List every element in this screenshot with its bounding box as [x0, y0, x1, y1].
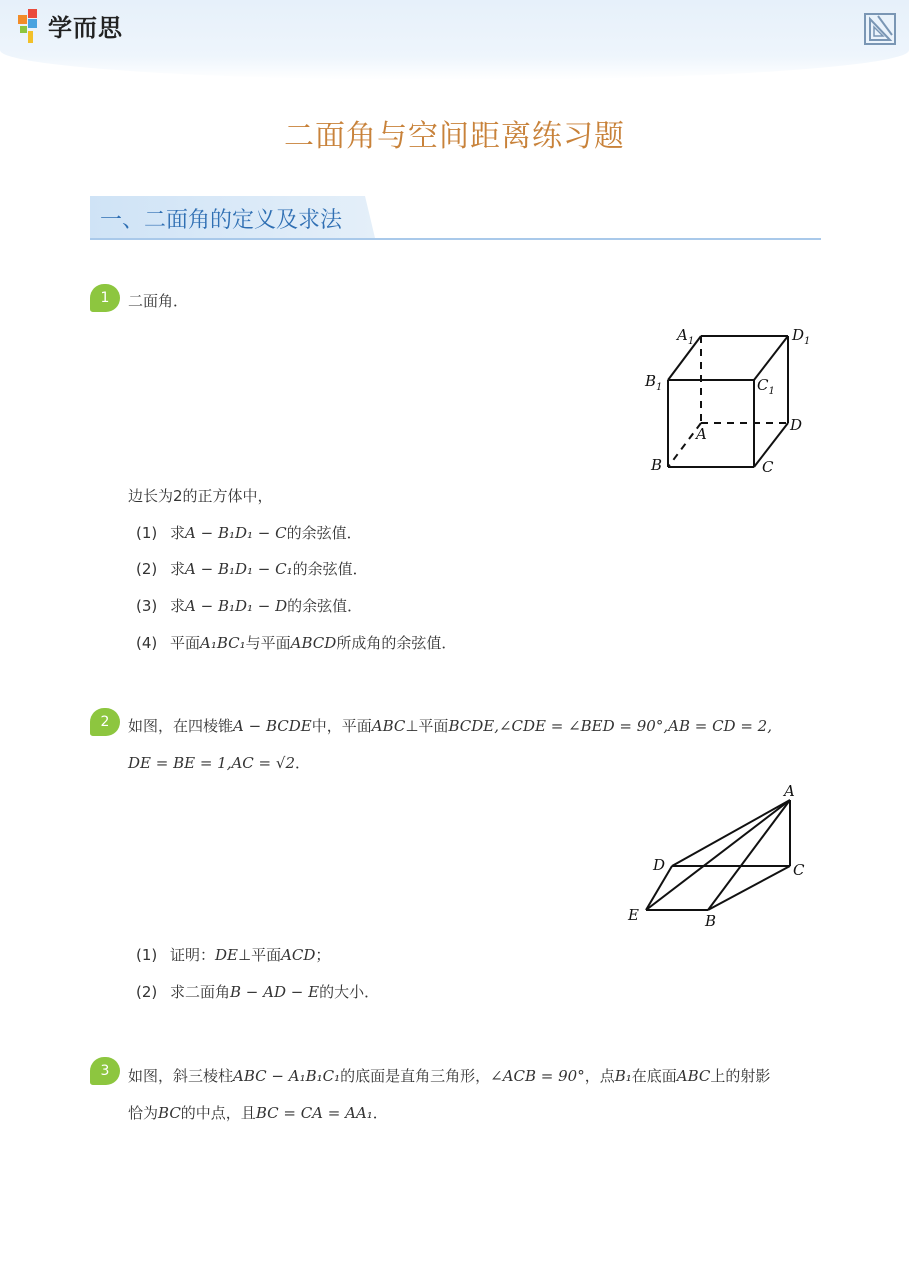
section-header: [90, 196, 821, 240]
label-b1: $B_1$: [645, 372, 663, 393]
question-1-part-3: (3) 求A − B₁D₁ − D的余弦值．: [136, 597, 363, 615]
question-3-line-1: 如图，斜三棱柱ABC − A₁B₁C₁的底面是直角三角形，∠ACB = 90°，点B₁在底面ABC上的射影: [128, 1067, 771, 1085]
logo-text: 学而思: [48, 14, 123, 42]
question-2-line-1: 如图，在四棱锥A − BCDE中，平面ABC⊥平面BCDE,∠CDE = ∠BED = 90°,AB = CD = 2,: [128, 717, 772, 735]
label-b: B: [651, 456, 663, 474]
question-1-intro: 边长为2的正方体中，: [128, 487, 273, 505]
question-number-badge: 1: [90, 284, 120, 312]
question-1-part-1: (1) 求A − B₁D₁ − C的余弦值．: [136, 524, 362, 542]
label-d1: $D_1$: [792, 326, 811, 347]
question-3-line-2: 恰为BC的中点，且BC = CA = AA₁．: [128, 1104, 388, 1122]
cube-figure: [640, 320, 820, 480]
pyramid-figure: [620, 780, 810, 932]
question-2-part-2: (2) 求二面角B − AD − E的大小．: [136, 983, 380, 1001]
section-title: 一、二面角的定义及求法: [100, 208, 343, 233]
question-number-badge: 2: [90, 708, 120, 736]
label-d: D: [653, 856, 666, 874]
question-2-line-2: DE = BE = 1,AC = √2．: [128, 754, 311, 772]
logo-mark-icon: [18, 9, 42, 43]
question-1-part-2: (2) 求A − B₁D₁ − C₁的余弦值．: [136, 560, 368, 578]
label-a: A: [784, 782, 795, 800]
question-2-part-1: (1) 证明：DE⊥平面ACD；: [136, 946, 331, 964]
document-title: 二面角与空间距离练习题: [284, 119, 625, 154]
label-b: B: [705, 912, 717, 930]
question-number-badge: 3: [90, 1057, 120, 1085]
label-c: C: [762, 458, 774, 476]
ruler-triangle-icon: [864, 13, 896, 45]
logo: [18, 8, 123, 43]
label-a1: $A_1$: [677, 326, 695, 347]
label-e: E: [628, 906, 639, 924]
header-band: [0, 0, 909, 80]
question-1-part-4: (4) 平面A₁BC₁与平面ABCD所成角的余弦值．: [136, 634, 457, 652]
label-d: D: [790, 416, 803, 434]
label-a: A: [696, 425, 707, 443]
label-c1: $C_1$: [757, 376, 775, 397]
label-c: C: [793, 861, 805, 879]
question-1-stem: 二面角．: [128, 292, 189, 310]
